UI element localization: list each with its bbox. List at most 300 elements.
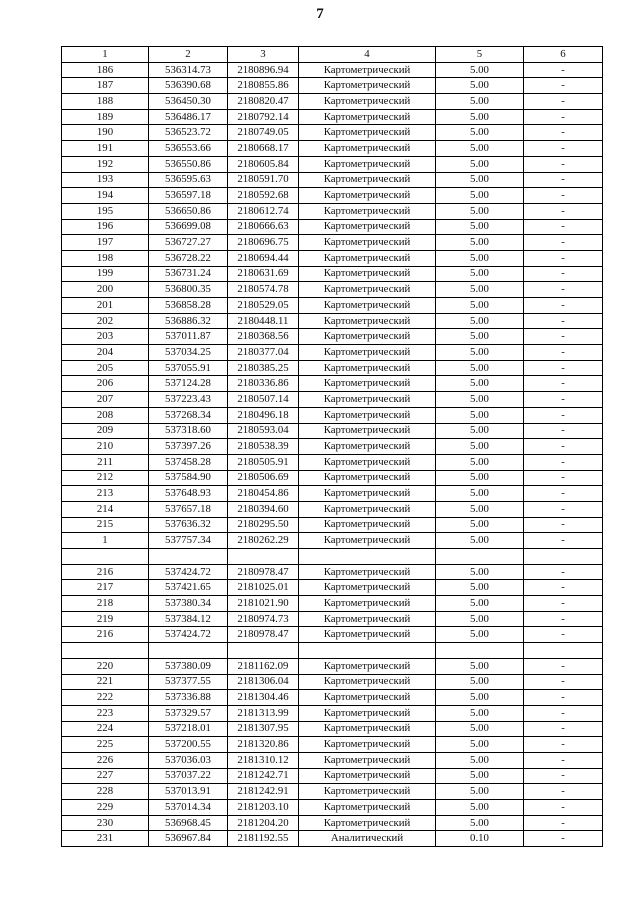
table-cell: - [524,313,603,329]
table-cell: - [524,596,603,612]
table-cell: Картометрический [299,392,436,408]
table-cell: - [524,188,603,204]
table-row [62,62,603,78]
table-row [62,329,603,345]
table-cell: Картометрический [299,580,436,596]
table-row [62,109,603,125]
table-cell [524,549,603,565]
table-cell: 537648.93 [149,486,228,502]
table-cell: Картометрический [299,690,436,706]
table-row [62,282,603,298]
table-cell: 2180295.50 [228,517,299,533]
table-cell: 536699.08 [149,219,228,235]
table-cell: Картометрический [299,439,436,455]
table-cell: 2181313.99 [228,705,299,721]
table-cell: 5.00 [436,611,524,627]
table-row [62,611,603,627]
table-cell: - [524,109,603,125]
table-cell: 537657.18 [149,501,228,517]
table-cell: 5.00 [436,439,524,455]
table-cell: 202 [62,313,149,329]
table-row [62,172,603,188]
table-cell: Картометрический [299,298,436,314]
table-cell: Картометрический [299,658,436,674]
table-row [62,203,603,219]
table-cell: 194 [62,188,149,204]
coordinates-table [61,46,603,847]
table-cell: 536550.86 [149,156,228,172]
table-cell: 214 [62,501,149,517]
table-cell: 226 [62,752,149,768]
header-cell: 1 [62,47,149,63]
table-cell: Картометрический [299,674,436,690]
table-cell: 5.00 [436,141,524,157]
table-cell: 217 [62,580,149,596]
table-cell: 223 [62,705,149,721]
table-cell: 536597.18 [149,188,228,204]
table-row [62,439,603,455]
table-row [62,517,603,533]
table-cell: 537318.60 [149,423,228,439]
table-cell: Картометрический [299,376,436,392]
table-cell: Картометрический [299,627,436,643]
table-cell: 2180507.14 [228,392,299,408]
table-cell: - [524,564,603,580]
table-cell: 537757.34 [149,533,228,549]
table-cell: 537380.34 [149,596,228,612]
table-row [62,423,603,439]
table-cell: 216 [62,627,149,643]
header-cell: 5 [436,47,524,63]
table-cell: 212 [62,470,149,486]
table-cell: 2180749.05 [228,125,299,141]
table-row [62,219,603,235]
table-cell [299,549,436,565]
table-cell: Картометрический [299,768,436,784]
table-cell: - [524,580,603,596]
table-cell: 5.00 [436,250,524,266]
table-cell: - [524,533,603,549]
table-cell: - [524,329,603,345]
table-cell: 537036.03 [149,752,228,768]
table-cell: - [524,203,603,219]
table-row [62,376,603,392]
table-cell: Картометрический [299,564,436,580]
table-cell: 5.00 [436,580,524,596]
table-cell: 537055.91 [149,360,228,376]
table-cell: 193 [62,172,149,188]
table-cell: 213 [62,486,149,502]
table-cell: 537268.34 [149,407,228,423]
header-cell: 4 [299,47,436,63]
table-cell: 537124.28 [149,376,228,392]
table-cell: 537037.22 [149,768,228,784]
table-cell: Картометрический [299,486,436,502]
table-cell: 186 [62,62,149,78]
table-cell: 5.00 [436,62,524,78]
table-cell: 537636.32 [149,517,228,533]
table-cell: 5.00 [436,690,524,706]
table-cell: 2180377.04 [228,345,299,361]
table-cell: 5.00 [436,266,524,282]
table-cell: 219 [62,611,149,627]
table-cell: 2181203.10 [228,800,299,816]
table-cell: 199 [62,266,149,282]
table-cell: 536858.28 [149,298,228,314]
table-cell [436,549,524,565]
table-cell: 5.00 [436,454,524,470]
table-cell: 5.00 [436,219,524,235]
table-cell: 536968.45 [149,815,228,831]
table-cell: 2180368.56 [228,329,299,345]
table-cell: 5.00 [436,235,524,251]
table-cell: 2180505.91 [228,454,299,470]
table-cell: Картометрический [299,282,436,298]
table-cell: 211 [62,454,149,470]
table-cell: 200 [62,282,149,298]
table-cell: 2180506.69 [228,470,299,486]
table-cell: 2181162.09 [228,658,299,674]
table-cell: 536731.24 [149,266,228,282]
table-cell: - [524,125,603,141]
table-cell: 2180612.74 [228,203,299,219]
table-cell: 2181310.12 [228,752,299,768]
table-cell: 537218.01 [149,721,228,737]
table-cell: Картометрический [299,188,436,204]
table-cell: 5.00 [436,517,524,533]
table-cell: 205 [62,360,149,376]
table-cell: 5.00 [436,203,524,219]
table-cell: - [524,737,603,753]
table-cell: Картометрический [299,250,436,266]
table-cell: 5.00 [436,658,524,674]
table-cell: Картометрический [299,454,436,470]
table-cell: 536967.84 [149,831,228,847]
table-cell: - [524,439,603,455]
table-cell: 537336.88 [149,690,228,706]
table-cell: 2180448.11 [228,313,299,329]
table-cell: - [524,266,603,282]
header-cell: 2 [149,47,228,63]
table-cell: - [524,250,603,266]
table-cell: 227 [62,768,149,784]
table-cell: Картометрический [299,125,436,141]
table-cell: 537421.65 [149,580,228,596]
table-cell [228,549,299,565]
table-cell: 537458.28 [149,454,228,470]
table-cell: 2180592.68 [228,188,299,204]
table-cell: - [524,627,603,643]
table-cell [299,643,436,659]
table-row [62,674,603,690]
table-cell: Картометрический [299,219,436,235]
table-cell: - [524,141,603,157]
table-cell: - [524,784,603,800]
table-cell: 5.00 [436,533,524,549]
table-cell: Картометрический [299,737,436,753]
table-cell: 536553.66 [149,141,228,157]
table-row [62,752,603,768]
table-cell: 0.10 [436,831,524,847]
table-cell: 537034.25 [149,345,228,361]
table-cell: 229 [62,800,149,816]
table-cell: 2180696.75 [228,235,299,251]
table-cell: 2181304.46 [228,690,299,706]
table-row [62,156,603,172]
table-cell: 2180666.63 [228,219,299,235]
table-cell: 5.00 [436,392,524,408]
table-cell: - [524,94,603,110]
table-cell: 2180896.94 [228,62,299,78]
table-cell: 2181306.04 [228,674,299,690]
table-cell: - [524,360,603,376]
table-cell: - [524,517,603,533]
table-row [62,298,603,314]
table-cell: 5.00 [436,329,524,345]
table-row [62,564,603,580]
table-cell: Картометрический [299,517,436,533]
table-cell: 536727.27 [149,235,228,251]
table-cell: 5.00 [436,282,524,298]
table-cell: 5.00 [436,815,524,831]
table-cell: 536650.86 [149,203,228,219]
table-cell: 537424.72 [149,564,228,580]
table-cell: - [524,486,603,502]
table-cell: Картометрический [299,533,436,549]
table-cell: 210 [62,439,149,455]
table-cell: - [524,219,603,235]
table-cell: 2181320.86 [228,737,299,753]
table-row [62,800,603,816]
table-cell: 2180593.04 [228,423,299,439]
table-cell: 5.00 [436,737,524,753]
table-cell: 215 [62,517,149,533]
table-row [62,580,603,596]
table-row [62,125,603,141]
table-cell: - [524,768,603,784]
table-cell: 5.00 [436,345,524,361]
table-cell: - [524,407,603,423]
table-cell: Картометрический [299,407,436,423]
header-cell: 6 [524,47,603,63]
table-cell: 536800.35 [149,282,228,298]
table-cell: 2181204.20 [228,815,299,831]
table-cell: 228 [62,784,149,800]
table-cell: - [524,721,603,737]
table-cell: Картометрический [299,815,436,831]
table-cell: - [524,800,603,816]
table-cell: 198 [62,250,149,266]
table-cell: - [524,62,603,78]
table-cell: 2180792.14 [228,109,299,125]
table-header-row [62,47,603,63]
table-cell: 5.00 [436,423,524,439]
table-cell: Картометрический [299,800,436,816]
table-row [62,486,603,502]
table-row [62,627,603,643]
table-cell: Картометрический [299,266,436,282]
table-cell: 209 [62,423,149,439]
table-cell: 2180694.44 [228,250,299,266]
table-cell [149,549,228,565]
table-cell: Картометрический [299,235,436,251]
table-cell: 5.00 [436,78,524,94]
table-cell: 5.00 [436,407,524,423]
table-cell: Картометрический [299,78,436,94]
table-cell: 197 [62,235,149,251]
table-row [62,454,603,470]
table-cell: - [524,611,603,627]
table-row [62,470,603,486]
table-cell: Картометрический [299,596,436,612]
table-cell: 5.00 [436,188,524,204]
table-cell: 204 [62,345,149,361]
table-cell: 2180978.47 [228,627,299,643]
table-cell: 5.00 [436,627,524,643]
table-cell: 5.00 [436,596,524,612]
table-cell: 2180454.86 [228,486,299,502]
table-cell: 537329.57 [149,705,228,721]
table-cell: Картометрический [299,721,436,737]
table-row [62,737,603,753]
table-cell: 2181025.01 [228,580,299,596]
table-body [62,47,603,847]
table-cell: 206 [62,376,149,392]
table-cell: 2180574.78 [228,282,299,298]
table-row [62,313,603,329]
table-cell: 2180855.86 [228,78,299,94]
table-cell: - [524,705,603,721]
table-cell: 536450.30 [149,94,228,110]
table-cell: 231 [62,831,149,847]
table-cell: 2180529.05 [228,298,299,314]
table-row [62,533,603,549]
table-row [62,141,603,157]
table-cell: 201 [62,298,149,314]
table-cell: 536314.73 [149,62,228,78]
table-cell: 2180591.70 [228,172,299,188]
table-row [62,643,603,659]
table-cell: 2180336.86 [228,376,299,392]
table-cell: Картометрический [299,313,436,329]
table-cell: - [524,282,603,298]
table-row [62,78,603,94]
table-cell: - [524,658,603,674]
header-cell: 3 [228,47,299,63]
table-cell: Картометрический [299,423,436,439]
table-cell: 536390.68 [149,78,228,94]
table-cell: 2180496.18 [228,407,299,423]
table-cell: 2181242.71 [228,768,299,784]
table-cell: 2181192.55 [228,831,299,847]
table-cell: Картометрический [299,345,436,361]
table-cell: 203 [62,329,149,345]
table-cell: 537013.91 [149,784,228,800]
table-cell: 222 [62,690,149,706]
table-cell: 5.00 [436,800,524,816]
table-cell: 5.00 [436,470,524,486]
table-row [62,815,603,831]
table-row [62,407,603,423]
table-cell: 221 [62,674,149,690]
table-cell: 2180631.69 [228,266,299,282]
table-cell: 192 [62,156,149,172]
page-number: 7 [316,6,324,22]
table-cell: - [524,376,603,392]
table-row [62,94,603,110]
table-row [62,235,603,251]
table-cell: Картометрический [299,94,436,110]
table-cell: 5.00 [436,156,524,172]
table-cell: 189 [62,109,149,125]
table-cell: 218 [62,596,149,612]
table-cell: - [524,815,603,831]
table-cell: Картометрический [299,172,436,188]
table-cell: 537397.26 [149,439,228,455]
table-cell: 5.00 [436,486,524,502]
table-cell: 188 [62,94,149,110]
table-cell: Картометрический [299,62,436,78]
table-cell: Картометрический [299,784,436,800]
table-cell: 2180394.60 [228,501,299,517]
table-cell: - [524,423,603,439]
table-cell: Картометрический [299,752,436,768]
table-cell: 224 [62,721,149,737]
table-cell: 191 [62,141,149,157]
table-cell: 5.00 [436,94,524,110]
table-cell: 216 [62,564,149,580]
table-cell: 225 [62,737,149,753]
table-cell: 5.00 [436,376,524,392]
table-cell [228,643,299,659]
table-cell: 5.00 [436,298,524,314]
table-cell: 2180820.47 [228,94,299,110]
table-cell: - [524,235,603,251]
table-cell: 537384.12 [149,611,228,627]
table-cell: - [524,454,603,470]
table-cell: 5.00 [436,564,524,580]
table-row [62,549,603,565]
table-cell: 5.00 [436,125,524,141]
table-cell: 5.00 [436,501,524,517]
table-cell: 537424.72 [149,627,228,643]
table-cell: 187 [62,78,149,94]
table-cell [62,643,149,659]
table-row [62,188,603,204]
table-cell: 207 [62,392,149,408]
table-cell: 190 [62,125,149,141]
table-cell: Картометрический [299,141,436,157]
table-row [62,658,603,674]
table-cell: 2180538.39 [228,439,299,455]
table-cell: 5.00 [436,705,524,721]
table-cell: 208 [62,407,149,423]
table-cell: 537011.87 [149,329,228,345]
table-cell: - [524,501,603,517]
table-row [62,721,603,737]
table-cell: Картометрический [299,470,436,486]
table-cell: 5.00 [436,109,524,125]
table-row [62,392,603,408]
table-cell: 537014.34 [149,800,228,816]
table-row [62,705,603,721]
table-cell: Картометрический [299,501,436,517]
table-cell: - [524,831,603,847]
table-cell: Картометрический [299,611,436,627]
table-cell: 536728.22 [149,250,228,266]
table-cell: - [524,172,603,188]
table-cell: - [524,690,603,706]
